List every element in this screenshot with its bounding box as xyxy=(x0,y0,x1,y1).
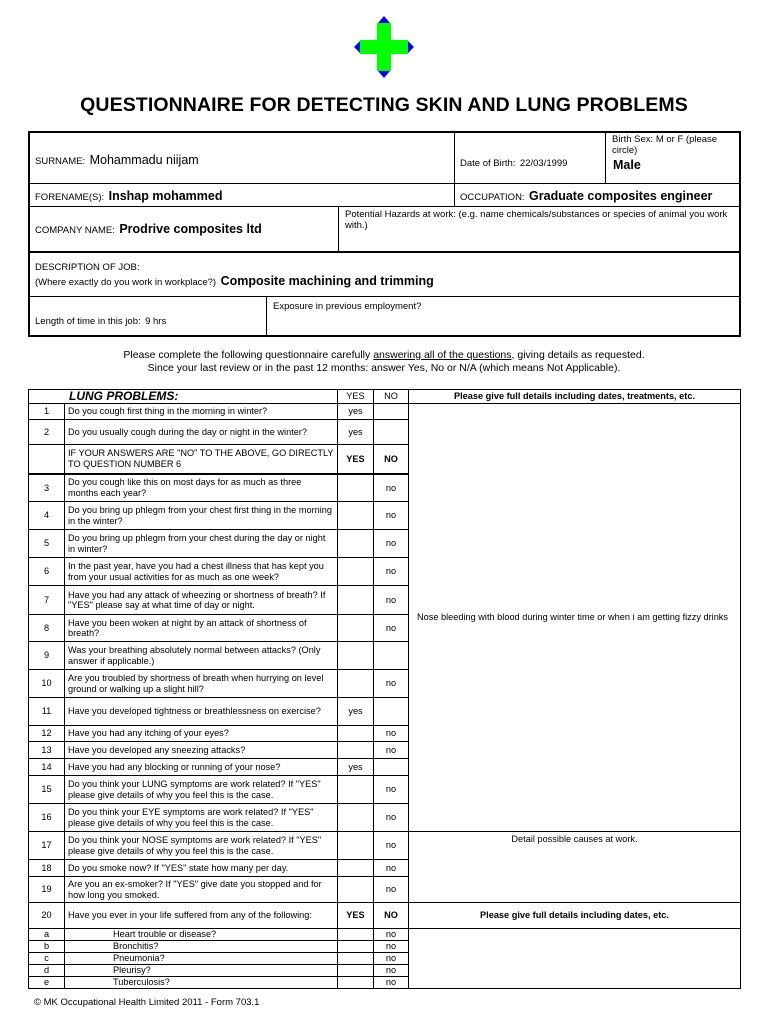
question-text: Bronchitis? xyxy=(65,941,338,953)
details-answer: Nose bleeding with blood during winter time or when i am getting fizzy drinks xyxy=(417,612,728,622)
length-field[interactable] xyxy=(35,311,166,329)
footer-copyright: © MK Occupational Health Limited 2011 - Form 703.1 xyxy=(34,997,260,1008)
skip-yes-label: YES xyxy=(338,445,374,474)
details-header-2: Please give full details including dates, etc. xyxy=(409,903,741,929)
yes-answer[interactable] xyxy=(338,965,374,977)
yes-answer[interactable]: yes xyxy=(338,698,374,726)
question-text: Do you cough first thing in the morning in winter? xyxy=(65,404,338,420)
question-number: 8 xyxy=(29,615,65,642)
no-answer[interactable]: no xyxy=(374,558,409,586)
question-text: Are you troubled by shortness of breath when hurrying on level ground or walking up a slight hill? xyxy=(65,670,338,698)
length-label: Length of time in this job: xyxy=(35,316,141,327)
question-text: Have you had any itching of your eyes? xyxy=(65,726,338,742)
yes-answer[interactable] xyxy=(338,558,374,586)
divider xyxy=(454,131,455,206)
yes-answer[interactable] xyxy=(338,502,374,530)
no-answer[interactable]: no xyxy=(374,726,409,742)
question-number: 18 xyxy=(29,860,65,877)
yes-answer[interactable] xyxy=(338,877,374,903)
question-number: 19 xyxy=(29,877,65,903)
question-text: Pleurisy? xyxy=(65,965,338,977)
forenames-field[interactable] xyxy=(35,187,223,205)
job-sublabel: (Where exactly do you work in workplace?) xyxy=(35,277,217,288)
question-text: Are you an ex-smoker? If "YES" give date you stopped and for how long you smoked. xyxy=(65,877,338,903)
job-value: Composite machining and trimming xyxy=(220,274,434,288)
question-number: 20 xyxy=(29,903,65,929)
question-number: 6 xyxy=(29,558,65,586)
yes-answer[interactable] xyxy=(338,776,374,804)
yes-answer[interactable] xyxy=(338,726,374,742)
question-number: 14 xyxy=(29,759,65,776)
question-number: 3 xyxy=(29,474,65,502)
question-number: 7 xyxy=(29,586,65,615)
occupation-field[interactable] xyxy=(460,187,712,205)
no-answer[interactable] xyxy=(374,404,409,420)
job-label: DESCRIPTION OF JOB: xyxy=(35,262,140,273)
question-number: 12 xyxy=(29,726,65,742)
question-text: Have you developed tightness or breathlessness on exercise? xyxy=(65,698,338,726)
yes-answer[interactable] xyxy=(338,530,374,558)
no-answer[interactable]: no xyxy=(374,941,409,953)
no-answer[interactable]: no xyxy=(374,474,409,502)
no-answer[interactable] xyxy=(374,759,409,776)
instructions xyxy=(0,349,768,375)
question-text: Do you think your EYE symptoms are work related? If "YES" please give details of why you feel this is the case. xyxy=(65,804,338,832)
instructions-underlined: answering all of the questions xyxy=(373,349,512,361)
question-number: 1 xyxy=(29,404,65,420)
question-number: 13 xyxy=(29,742,65,759)
length-value: 9 hrs xyxy=(145,316,167,327)
question-number: 9 xyxy=(29,642,65,670)
occupation-label: OCCUPATION: xyxy=(460,192,525,203)
birth-sex-label: Birth Sex: M or F (please circle) xyxy=(612,134,718,156)
divider xyxy=(28,251,741,253)
no-answer[interactable]: no xyxy=(374,670,409,698)
no-answer[interactable] xyxy=(374,420,409,445)
question-number: 4 xyxy=(29,502,65,530)
occupation-value: Graduate composites engineer xyxy=(529,189,713,203)
no-answer[interactable] xyxy=(374,642,409,670)
no-answer[interactable]: no xyxy=(374,586,409,615)
question-text: In the past year, have you had a chest illness that has kept you from your usual activities for as much as one week? xyxy=(65,558,338,586)
question-letter: d xyxy=(29,965,65,977)
yes-answer[interactable]: yes xyxy=(338,404,374,420)
question-letter: b xyxy=(29,941,65,953)
logo-arrow-right xyxy=(408,41,414,53)
surname-field[interactable] xyxy=(35,151,199,169)
no-answer[interactable]: no xyxy=(374,832,409,860)
question-number: 11 xyxy=(29,698,65,726)
question-number: 15 xyxy=(29,776,65,804)
forenames-value: Inshap mohammed xyxy=(108,189,223,203)
yes-answer[interactable]: yes xyxy=(338,759,374,776)
no-answer[interactable]: no xyxy=(374,977,409,989)
no-answer[interactable]: no xyxy=(374,776,409,804)
question-number: 2 xyxy=(29,420,65,445)
yes-answer[interactable] xyxy=(338,742,374,759)
question-text: Do you smoke now? If "YES" state how many per day. xyxy=(65,860,338,877)
question-text: Pneumonia? xyxy=(65,953,338,965)
details-header: Please give full details including dates, treatments, etc. xyxy=(409,390,741,404)
table-row xyxy=(29,832,741,860)
table-row xyxy=(29,404,741,420)
logo-arrow-down xyxy=(378,71,390,78)
instructions-post: , giving details as requested. xyxy=(511,349,645,361)
no-answer[interactable]: no xyxy=(374,804,409,832)
surname-label: SURNAME: xyxy=(35,156,86,167)
instructions-pre: Please complete the following questionnaire carefully xyxy=(123,349,374,361)
divider xyxy=(605,131,606,183)
table-row xyxy=(29,929,741,941)
job-field[interactable] xyxy=(35,272,434,290)
company-label: COMPANY NAME: xyxy=(35,225,115,236)
logo-arrow-left xyxy=(354,41,360,53)
divider xyxy=(28,183,741,184)
question-text: Was your breathing absolutely normal between attacks? (Only answer if applicable.) xyxy=(65,642,338,670)
work-causes-header: Detail possible causes at work. xyxy=(511,834,638,844)
logo-arrow-up xyxy=(378,16,390,23)
illness-details-cell[interactable] xyxy=(409,929,741,989)
dob-label: Date of Birth: xyxy=(460,158,516,169)
divider xyxy=(266,296,267,337)
question-text: Have you had any attack of wheezing or shortness of breath? If "YES" please say at what time of day or night. xyxy=(65,586,338,615)
dob-field[interactable] xyxy=(460,153,567,171)
question-letter: a xyxy=(29,929,65,941)
yes-answer[interactable] xyxy=(338,615,374,642)
divider xyxy=(28,206,741,207)
lung-problems-table xyxy=(28,389,741,989)
no-answer[interactable]: no xyxy=(374,502,409,530)
yes-answer[interactable] xyxy=(338,941,374,953)
no-answer[interactable]: no xyxy=(374,953,409,965)
question-number: 10 xyxy=(29,670,65,698)
yes-header: YES xyxy=(338,390,374,404)
no-answer[interactable]: no xyxy=(374,877,409,903)
yes-answer[interactable] xyxy=(338,860,374,877)
question-text: Tuberculosis? xyxy=(65,977,338,989)
question-text: Do you think your LUNG symptoms are work related? If "YES" please give details of why you feel this is the case. xyxy=(65,776,338,804)
question-text: Have you ever in your life suffered from any of the following: xyxy=(65,903,338,929)
table-row xyxy=(29,903,741,929)
yes-answer[interactable] xyxy=(338,804,374,832)
no-answer[interactable]: no xyxy=(374,530,409,558)
exposure-label[interactable]: Exposure in previous employment? xyxy=(273,301,422,312)
question-text: Heart trouble or disease? xyxy=(65,929,338,941)
no-answer[interactable]: no xyxy=(374,742,409,759)
work-causes-cell[interactable] xyxy=(409,832,741,903)
question-number: 16 xyxy=(29,804,65,832)
question-text: Do you think your NOSE symptoms are work related? If "YES" please give details of why you feel this is the case. xyxy=(65,832,338,860)
yes-answer[interactable] xyxy=(338,977,374,989)
question-text: Have you had any blocking or running of your nose? xyxy=(65,759,338,776)
question-text: Do you bring up phlegm from your chest during the day or night in winter? xyxy=(65,530,338,558)
empty-cell xyxy=(29,445,65,474)
q20-no-label: NO xyxy=(374,903,409,929)
yes-answer[interactable] xyxy=(338,953,374,965)
question-letter: e xyxy=(29,977,65,989)
section-title: LUNG PROBLEMS: xyxy=(29,390,338,404)
q20-yes-label: YES xyxy=(338,903,374,929)
company-field[interactable] xyxy=(35,220,262,238)
no-answer[interactable]: no xyxy=(374,965,409,977)
no-header: NO xyxy=(374,390,409,404)
question-text: Have you been woken at night by an attack of shortness of breath? xyxy=(65,615,338,642)
logo-cross-horizontal xyxy=(360,40,408,54)
no-answer[interactable]: no xyxy=(374,615,409,642)
question-text: Do you cough like this on most days for as much as three months each year? xyxy=(65,474,338,502)
details-answer-cell[interactable] xyxy=(409,404,741,832)
question-text: Have you developed any sneezing attacks? xyxy=(65,742,338,759)
instructions-line-1 xyxy=(0,349,768,362)
yes-answer[interactable] xyxy=(338,642,374,670)
yes-answer[interactable] xyxy=(338,474,374,502)
logo-cross-icon xyxy=(354,16,414,78)
yes-answer[interactable] xyxy=(338,929,374,941)
page-title: QUESTIONNAIRE FOR DETECTING SKIN AND LUNG PROBLEMS xyxy=(80,94,688,116)
skip-no-label: NO xyxy=(374,445,409,474)
divider xyxy=(28,296,741,297)
question-text: Do you usually cough during the day or night in the winter? xyxy=(65,420,338,445)
surname-value: Mohammadu niijam xyxy=(89,153,199,167)
question-letter: c xyxy=(29,953,65,965)
no-answer[interactable]: no xyxy=(374,860,409,877)
question-number: 5 xyxy=(29,530,65,558)
yes-answer[interactable]: yes xyxy=(338,420,374,445)
hazards-label[interactable]: Potential Hazards at work: (e.g. name chemicals/substances or species of animal you work with.) xyxy=(345,209,728,231)
yes-answer[interactable] xyxy=(338,586,374,615)
company-value: Prodrive composites ltd xyxy=(119,222,262,236)
dob-value: 22/03/1999 xyxy=(519,158,568,169)
no-answer[interactable] xyxy=(374,698,409,726)
divider xyxy=(338,206,339,251)
birth-sex-value[interactable]: Male xyxy=(613,158,641,172)
no-answer[interactable]: no xyxy=(374,929,409,941)
forenames-label: FORENAME(S): xyxy=(35,192,105,203)
question-text: Do you bring up phlegm from your chest first thing in the morning in the winter? xyxy=(65,502,338,530)
yes-answer[interactable] xyxy=(338,832,374,860)
skip-instruction: IF YOUR ANSWERS ARE "NO" TO THE ABOVE, GO DIRECTLY TO QUESTION NUMBER 6 xyxy=(65,445,338,474)
question-number: 17 xyxy=(29,832,65,860)
instructions-line-2: Since your last review or in the past 12 months: answer Yes, No or N/A (which means Not Applicable). xyxy=(147,362,621,374)
yes-answer[interactable] xyxy=(338,670,374,698)
